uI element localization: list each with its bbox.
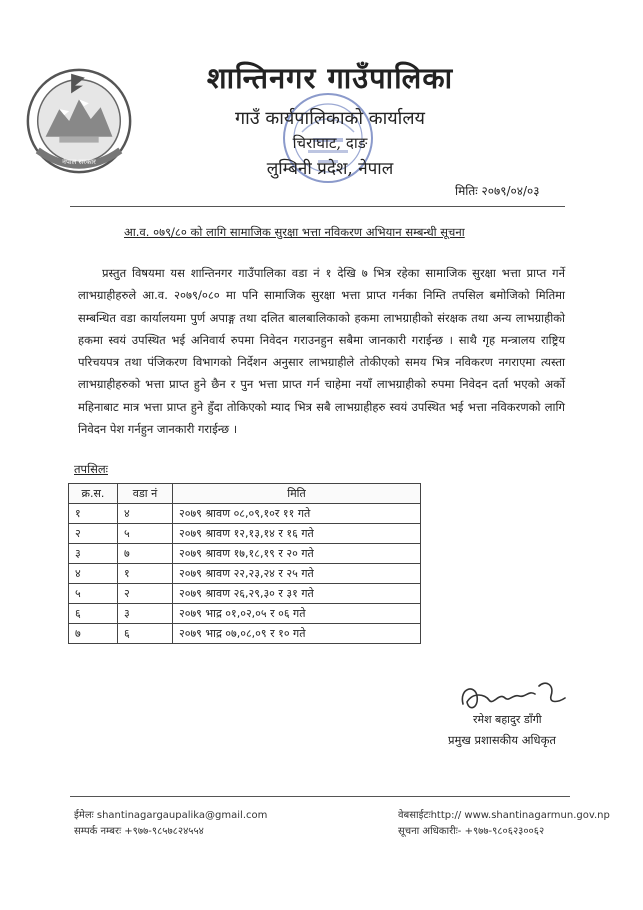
municipality-name: शान्तिनगर गाउँपालिका (206, 61, 454, 95)
cell-serial: ४ (69, 564, 118, 584)
table-row (69, 584, 421, 604)
table-row (69, 564, 421, 584)
table-row (69, 544, 421, 564)
cell-ward: ७ (118, 544, 173, 564)
nepal-government-emblem-icon (20, 60, 138, 178)
cell-ward: ३ (118, 604, 173, 624)
header-divider (70, 206, 565, 207)
table-row (69, 604, 421, 624)
schedule-caption: तपसिलः (74, 462, 108, 476)
cell-date: २०७९ श्रावण १२,१३,१४ र १६ गते (173, 524, 421, 544)
cell-serial: ७ (69, 624, 118, 644)
notice-date (455, 182, 540, 199)
footer-email: ईमेलः shantinagargaupalika@gmail.com (74, 810, 268, 821)
table-header-row (69, 484, 421, 504)
schedule-table (68, 483, 421, 644)
cell-date: २०७९ श्रावण २६,२९,३० र ३१ गते (173, 584, 421, 604)
cell-serial: २ (69, 524, 118, 544)
office-location: चिराघाट, दाङ (292, 134, 368, 152)
cell-serial: ३ (69, 544, 118, 564)
province-name: लुम्बिनी प्रदेश, नेपाल (266, 159, 394, 179)
header-date: मिति (173, 484, 421, 504)
footer-divider (70, 796, 570, 797)
table-row (69, 624, 421, 644)
header-serial: क्र.स. (69, 484, 118, 504)
cell-date: २०७९ श्रावण १७,१८,१९ र २० गते (173, 544, 421, 564)
signatory-designation: प्रमुख प्रशासकीय अधिकृत (448, 733, 556, 747)
notice-body: प्रस्तुत विषयमा यस शान्तिनगर गाउँपालिका वडा नं १ देखि ७ भित्र रहेका सामाजिक सुरक्षा भत्ता प्राप्त गर्ने लाभग्राहीहरुले आ.व. २०७९/०८० मा पनि सामाजिक सुरक्षा भत्ता प्राप्त गर्नका निम्ति तपसिल बमोजिको मितिमा सम्बन्धित वडा कार्यालयमा पुर्ण अपाङ्ग तथा दलित बालबालिकाको हकमा लाभग्राहीको संरक्षक तथा अन्य लाभग्राहीको हकमा स्वयं उपस्थित भई अनिवार्य रुपमा निवेदन गराउनहुन सबैमा जानकारी गराईन्छ । साथै गृह मन्त्रालय राष्ट्रिय परिचयपत्र तथा पंजिकरण विभागको निर्देशन अनुसार लाभग्राहीले तोकीएको समय भित्र नविकरण नगराएमा त्यस्ता लाभग्राहीहरुको भत्ता प्राप्त हुने छैन र पुन भत्ता प्राप्त गर्न चाहेमा नयाँ लाभग्राहीको रुपमा निवेदन दर्ता भएको अर्को महिनाबाट मात्र भत्ता प्राप्त हुने हुँदा तोकिएको म्याद भित्र सबै लाभग्राहीहरु स्वयं उपस्थित भई भत्ता नविकरणको लागि निवेदन पेश गर्नहुन जानकारी गराईन्छ । (78, 266, 565, 437)
table-row (69, 504, 421, 524)
office-name: गाउँ कार्यपालिकाको कार्यालय (235, 108, 425, 129)
signatory-name: रमेश बहादुर डाँगी (473, 713, 542, 726)
cell-serial: १ (69, 504, 118, 524)
footer-website: वेबसाईटःhttp:// www.shantinagarmun.gov.np (398, 810, 610, 821)
cell-date: २०७९ श्रावण ०८,०९,१०र ११ गते (173, 504, 421, 524)
cell-date: २०७९ भाद्र ०७,०८,०९ र १० गते (173, 624, 421, 644)
header-ward: वडा नं (118, 484, 173, 504)
cell-ward: २ (118, 584, 173, 604)
cell-ward: ४ (118, 504, 173, 524)
table-row (69, 524, 421, 544)
cell-date: २०७९ श्रावण २२,२३,२४ र २५ गते (173, 564, 421, 584)
footer-info-officer: सूचना अधिकारीः- +९७७-९८०६२३००६२ (398, 826, 545, 837)
cell-date: २०७९ भाद्र ०१,०२,०५ र ०६ गते (173, 604, 421, 624)
cell-ward: १ (118, 564, 173, 584)
cell-serial: ५ (69, 584, 118, 604)
svg-text:नेपाल सरकार: नेपाल सरकार (62, 158, 96, 167)
notice-subject: आ.व. ०७९/८० को लागि सामाजिक सुरक्षा भत्ता नविकरण अभियान सम्बन्धी सूचना (124, 225, 465, 239)
cell-ward: ५ (118, 524, 173, 544)
cell-serial: ६ (69, 604, 118, 624)
cell-ward: ६ (118, 624, 173, 644)
date-value: २०७९/०४/०३ (481, 184, 540, 198)
footer-phone: सम्पर्क नम्बरः +९७७-९८५७८२४५५४ (74, 826, 204, 837)
date-label: मितिः (455, 184, 478, 198)
